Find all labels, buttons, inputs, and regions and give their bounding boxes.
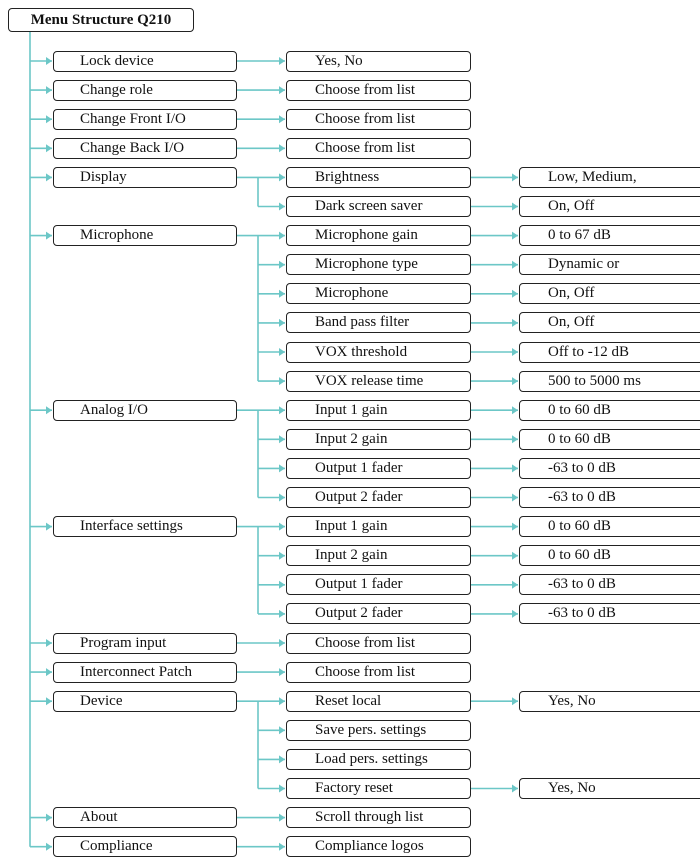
menu-item-change-role: [53, 80, 237, 101]
submenu-item-yes-no-label: Yes, No: [315, 52, 363, 69]
menu-item-interconnect-patch: [53, 662, 237, 683]
menu-item-lock-device: [53, 51, 237, 72]
submenu-item-dark-screen-saver-label: Dark screen saver: [315, 198, 423, 214]
value-arrow: [512, 523, 518, 531]
value-arrow: [512, 435, 518, 443]
menu-item-change-role-label: Change role: [80, 81, 153, 98]
trunk-arrow: [46, 86, 52, 94]
menu-item-about: [53, 807, 237, 828]
option-value: [519, 167, 700, 188]
menu-item-compliance-label: Compliance: [80, 838, 153, 855]
value-arrow: [512, 552, 518, 560]
option-value: [519, 458, 700, 479]
trunk-arrow: [46, 639, 52, 647]
submenu-item-output-2-fader: [286, 603, 471, 624]
submenu-item-choose-from-list: [286, 662, 471, 683]
branch-arrow: [279, 552, 285, 560]
option-value: [519, 574, 700, 595]
option-value-label: On, Off: [548, 198, 595, 214]
value-arrow: [512, 494, 518, 502]
trunk-arrow: [46, 115, 52, 123]
submenu-item-scroll-through-list: [286, 807, 471, 828]
branch-arrow: [279, 115, 285, 123]
trunk-arrow: [46, 144, 52, 152]
option-value-label: 0 to 60 dB: [548, 518, 611, 535]
submenu-item-output-1-fader-label: Output 1 fader: [315, 459, 403, 476]
branch-arrow: [279, 57, 285, 65]
menu-item-change-front-i-o: [53, 109, 237, 130]
option-value: [519, 371, 700, 392]
option-value-label: -63 to 0 dB: [548, 605, 616, 622]
submenu-item-factory-reset: [286, 778, 471, 799]
submenu-item-load-pers-settings: [286, 749, 471, 770]
value-arrow: [512, 261, 518, 269]
menu-item-program-input-label: Program input: [80, 634, 167, 651]
menu-item-compliance: [53, 836, 237, 857]
submenu-item-band-pass-filter: [286, 312, 471, 333]
menu-item-device: [53, 691, 237, 712]
submenu-item-vox-release-time: [286, 371, 471, 392]
value-arrow: [512, 348, 518, 356]
branch-arrow: [279, 639, 285, 647]
option-value: [519, 545, 700, 566]
submenu-item-microphone-type-label: Microphone type: [315, 256, 418, 273]
submenu-item-compliance-logos: [286, 836, 471, 857]
branch-arrow: [279, 406, 285, 414]
submenu-item-choose-from-list: [286, 80, 471, 101]
value-arrow: [512, 697, 518, 705]
submenu-item-band-pass-filter-label: Band pass filter: [315, 314, 410, 331]
branch-arrow: [279, 173, 285, 181]
submenu-item-output-2-fader: [286, 487, 471, 508]
branch-arrow: [279, 494, 285, 502]
branch-arrow: [279, 697, 285, 705]
submenu-item-input-2-gain: [286, 429, 471, 450]
submenu-item-save-pers-settings: [286, 720, 471, 741]
trunk-arrow: [46, 57, 52, 65]
value-arrow: [512, 290, 518, 298]
menu-item-change-back-i-o: [53, 138, 237, 159]
option-value-label: -63 to 0 dB: [548, 489, 616, 505]
branch-arrow: [279, 290, 285, 298]
value-arrow: [512, 406, 518, 414]
value-arrow: [512, 173, 518, 181]
diagram-title-box: [8, 8, 194, 32]
option-value-label: Dynamic or: [548, 256, 620, 273]
submenu-item-choose-from-list: [286, 633, 471, 654]
option-value-label: 0 to 60 dB: [548, 401, 611, 418]
menu-item-lock-device-label: Lock device: [80, 52, 154, 69]
submenu-item-choose-from-list-label: Choose from list: [315, 110, 415, 127]
branch-arrow: [279, 785, 285, 793]
branch-arrow: [279, 523, 285, 531]
option-value-label: On, Off: [548, 285, 595, 302]
option-value-label: Low, Medium,: [548, 168, 637, 185]
submenu-item-microphone-label: Microphone: [315, 285, 389, 302]
trunk-arrow: [46, 668, 52, 676]
value-arrow: [512, 377, 518, 385]
option-value-label: Off to -12 dB: [548, 343, 629, 360]
branch-arrow: [279, 726, 285, 734]
branch-arrow: [279, 843, 285, 851]
option-value-label: On, Off: [548, 314, 595, 331]
option-value-label: Yes, No: [548, 692, 596, 709]
trunk-arrow: [46, 814, 52, 822]
value-arrow: [512, 319, 518, 327]
submenu-item-vox-threshold-label: VOX threshold: [315, 343, 408, 360]
branch-arrow: [279, 464, 285, 472]
branch-arrow: [279, 261, 285, 269]
submenu-item-factory-reset-label: Factory reset: [315, 780, 393, 796]
menu-item-interconnect-patch-label: Interconnect Patch: [80, 663, 193, 680]
submenu-item-scroll-through-list-label: Scroll through list: [315, 809, 424, 826]
submenu-item-save-pers-settings-label: Save pers. settings: [315, 721, 427, 738]
menu-item-microphone-label: Microphone: [80, 227, 154, 244]
menu-item-display-label: Display: [80, 168, 127, 185]
option-value: [519, 342, 700, 363]
option-value: [519, 283, 700, 304]
submenu-item-microphone-gain: [286, 225, 471, 246]
submenu-item-choose-from-list-label: Choose from list: [315, 634, 415, 651]
value-arrow: [512, 610, 518, 618]
value-arrow: [512, 232, 518, 240]
branch-arrow: [279, 377, 285, 385]
submenu-item-choose-from-list-label: Choose from list: [315, 81, 415, 98]
submenu-item-microphone: [286, 283, 471, 304]
menu-item-analog-i-o-label: Analog I/O: [80, 401, 148, 418]
submenu-item-input-1-gain: [286, 516, 471, 537]
menu-item-change-back-i-o-label: Change Back I/O: [80, 139, 185, 156]
submenu-item-brightness: [286, 167, 471, 188]
submenu-item-input-2-gain-label: Input 2 gain: [315, 547, 388, 564]
submenu-item-choose-from-list-label: Choose from list: [315, 139, 415, 156]
submenu-item-output-1-fader-label: Output 1 fader: [315, 576, 403, 593]
submenu-item-output-1-fader: [286, 574, 471, 595]
option-value-label: 0 to 60 dB: [548, 547, 611, 564]
option-value: [519, 196, 700, 217]
menu-item-about-label: About: [80, 809, 118, 826]
trunk-arrow: [46, 523, 52, 531]
option-value: [519, 487, 700, 508]
option-value: [519, 691, 700, 712]
branch-arrow: [279, 348, 285, 356]
value-arrow: [512, 785, 518, 793]
option-value-label: 0 to 67 dB: [548, 227, 611, 244]
submenu-item-choose-from-list: [286, 109, 471, 130]
submenu-item-choose-from-list-label: Choose from list: [315, 663, 415, 680]
submenu-item-brightness-label: Brightness: [315, 168, 380, 185]
submenu-item-microphone-gain-label: Microphone gain: [315, 227, 418, 244]
option-value: [519, 312, 700, 333]
submenu-item-choose-from-list: [286, 138, 471, 159]
submenu-item-vox-release-time-label: VOX release time: [315, 372, 424, 389]
branch-arrow: [279, 668, 285, 676]
option-value: [519, 429, 700, 450]
branch-arrow: [279, 319, 285, 327]
menu-item-display: [53, 167, 237, 188]
menu-item-interface-settings: [53, 516, 237, 537]
value-arrow: [512, 581, 518, 589]
submenu-item-input-1-gain-label: Input 1 gain: [315, 401, 388, 418]
submenu-item-load-pers-settings-label: Load pers. settings: [315, 750, 428, 767]
diagram-title: Menu Structure Q210: [30, 11, 172, 28]
option-value: [519, 516, 700, 537]
menu-item-microphone: [53, 225, 237, 246]
menu-item-analog-i-o: [53, 400, 237, 421]
option-value-label: -63 to 0 dB: [548, 459, 616, 476]
trunk-arrow: [46, 843, 52, 851]
menu-item-interface-settings-label: Interface settings: [80, 518, 183, 535]
submenu-item-dark-screen-saver: [286, 196, 471, 217]
option-value-label: 0 to 60 dB: [548, 430, 611, 447]
option-value: [519, 225, 700, 246]
menu-item-program-input: [53, 633, 237, 654]
menu-item-device-label: Device: [80, 692, 123, 709]
option-value: [519, 603, 700, 624]
option-value-label: Yes, No: [548, 780, 596, 796]
trunk-arrow: [46, 173, 52, 181]
branch-arrow: [279, 755, 285, 763]
branch-arrow: [279, 203, 285, 211]
branch-arrow: [279, 814, 285, 822]
option-value: [519, 778, 700, 799]
submenu-item-yes-no: [286, 51, 471, 72]
branch-arrow: [279, 86, 285, 94]
trunk-arrow: [46, 406, 52, 414]
trunk-arrow: [46, 697, 52, 705]
submenu-item-input-2-gain: [286, 545, 471, 566]
submenu-item-output-2-fader-label: Output 2 fader: [315, 489, 403, 505]
option-value-label: -63 to 0 dB: [548, 576, 616, 593]
menu-item-change-front-i-o-label: Change Front I/O: [80, 110, 186, 127]
value-arrow: [512, 464, 518, 472]
submenu-item-input-1-gain: [286, 400, 471, 421]
trunk-arrow: [46, 232, 52, 240]
branch-arrow: [279, 581, 285, 589]
submenu-item-reset-local: [286, 691, 471, 712]
value-arrow: [512, 203, 518, 211]
submenu-item-vox-threshold: [286, 342, 471, 363]
branch-arrow: [279, 610, 285, 618]
submenu-item-input-2-gain-label: Input 2 gain: [315, 430, 388, 447]
submenu-item-compliance-logos-label: Compliance logos: [315, 838, 424, 855]
branch-arrow: [279, 435, 285, 443]
submenu-item-output-2-fader-label: Output 2 fader: [315, 605, 403, 622]
submenu-item-input-1-gain-label: Input 1 gain: [315, 518, 388, 535]
option-value-label: 500 to 5000 ms: [548, 372, 641, 389]
submenu-item-microphone-type: [286, 254, 471, 275]
submenu-item-output-1-fader: [286, 458, 471, 479]
submenu-item-reset-local-label: Reset local: [315, 692, 382, 709]
option-value: [519, 400, 700, 421]
branch-arrow: [279, 144, 285, 152]
branch-arrow: [279, 232, 285, 240]
option-value: [519, 254, 700, 275]
